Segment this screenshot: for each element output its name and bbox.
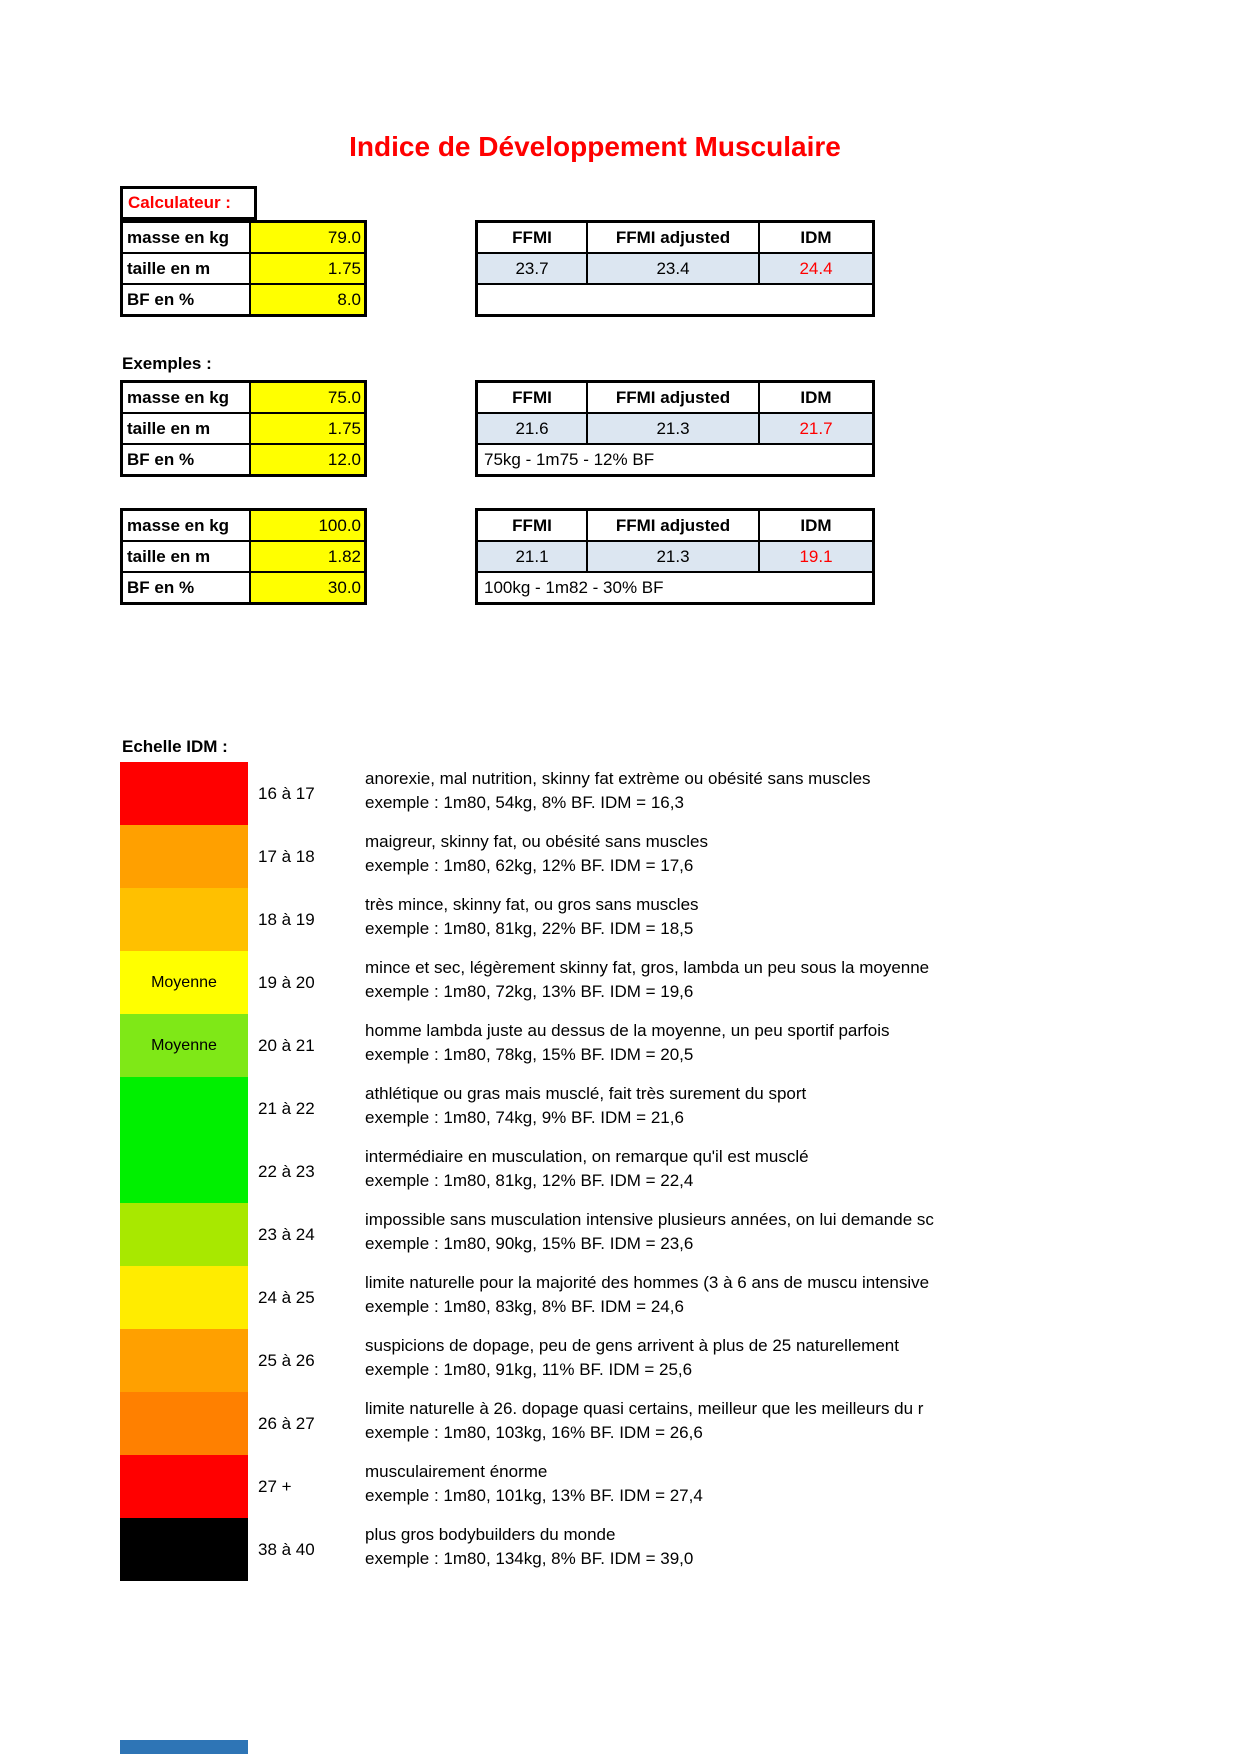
scale-color-block <box>120 1140 248 1203</box>
taille-input-cell[interactable]: 1.75 <box>251 414 364 443</box>
idm-value: 24.4 <box>760 254 872 283</box>
ffmi-value: 21.1 <box>478 542 588 571</box>
scale-row <box>120 1392 1241 1455</box>
scale-color-block <box>120 1329 248 1392</box>
scale-description-line: homme lambda juste au dessus de la moyenne, un peu sportif parfois <box>365 1021 890 1040</box>
bf-label: BF en % <box>123 573 251 602</box>
scale-color-block <box>120 1455 248 1518</box>
results-value-row <box>478 542 872 573</box>
scale-description-line: plus gros bodybuilders du monde <box>365 1525 616 1544</box>
scale-description <box>365 1145 809 1193</box>
scale-example-line: exemple : 1m80, 81kg, 22% BF. IDM = 18,5 <box>365 919 694 938</box>
scale-example-line: exemple : 1m80, 72kg, 13% BF. IDM = 19,6 <box>365 982 694 1001</box>
scale-example-line: exemple : 1m80, 134kg, 8% BF. IDM = 39,0 <box>365 1549 694 1568</box>
scale-color-block <box>120 888 248 951</box>
results-value-row <box>478 254 872 285</box>
results-caption: 75kg - 1m75 - 12% BF <box>484 449 655 469</box>
results-value-row <box>478 414 872 445</box>
scale-description <box>365 1082 806 1130</box>
scale-description-line: limite naturelle à 26. dopage quasi certains, meilleur que les meilleurs du r <box>365 1399 924 1418</box>
calculator-label: Calculateur : <box>128 193 231 212</box>
calculator-results-table <box>475 220 875 317</box>
scale-color-block <box>120 762 248 825</box>
calculator-input-table <box>120 220 367 317</box>
scale-range-label: 22 à 23 <box>258 1161 315 1181</box>
bf-input-cell[interactable]: 12.0 <box>251 445 364 474</box>
scale-description-line: impossible sans musculation intensive plusieurs années, on lui demande sc <box>365 1210 934 1229</box>
bf-input-cell[interactable]: 8.0 <box>251 285 364 314</box>
results-caption <box>478 285 872 314</box>
col-header-ffmi: FFMI <box>478 383 588 412</box>
scale-example-line: exemple : 1m80, 54kg, 8% BF. IDM = 16,3 <box>365 793 684 812</box>
col-header-idm: IDM <box>800 387 832 407</box>
table-row <box>123 542 364 573</box>
scale-range-label: 23 à 24 <box>258 1224 315 1244</box>
scale-row <box>120 1077 1241 1140</box>
idm-scale <box>120 762 1241 1581</box>
masse-input-cell[interactable]: 75.0 <box>251 383 364 412</box>
scale-description <box>365 1523 693 1571</box>
scale-example-line: exemple : 1m80, 90kg, 15% BF. IDM = 23,6 <box>365 1234 694 1253</box>
scale-description-line: musculairement énorme <box>365 1462 548 1481</box>
taille-input-cell[interactable]: 1.75 <box>251 254 364 283</box>
scale-color-block <box>120 1266 248 1329</box>
col-header-ffmi: FFMI <box>478 511 588 540</box>
col-header-idm: IDM <box>800 227 832 247</box>
scale-description <box>365 893 699 941</box>
scale-description <box>365 1271 929 1319</box>
example1-input-table <box>120 380 367 477</box>
scale-range-label: 24 à 25 <box>258 1287 315 1307</box>
bf-input-cell[interactable]: 30.0 <box>251 573 364 602</box>
scale-description-line: athlétique ou gras mais musclé, fait très surement du sport <box>365 1084 807 1103</box>
col-header-ffmi-adjusted: FFMI adjusted <box>588 511 760 540</box>
taille-label: taille en m <box>123 414 251 443</box>
scale-color-block <box>120 1518 248 1581</box>
results-header-row <box>478 223 872 254</box>
scale-example-line: exemple : 1m80, 83kg, 8% BF. IDM = 24,6 <box>365 1297 684 1316</box>
scale-row <box>120 762 1241 825</box>
results-header-row <box>478 383 872 414</box>
scale-range-label: 27 + <box>258 1476 292 1496</box>
bf-label: BF en % <box>123 445 251 474</box>
scale-color-block <box>120 1203 248 1266</box>
scale-row <box>120 1455 1241 1518</box>
col-header-ffmi-adjusted: FFMI adjusted <box>588 223 760 252</box>
scale-row <box>120 1014 1241 1077</box>
scale-range-label: 26 à 27 <box>258 1413 315 1433</box>
scale-description-line: suspicions de dopage, peu de gens arrivent à plus de 25 naturellement <box>365 1336 899 1355</box>
scale-range-label: 20 à 21 <box>258 1035 315 1055</box>
ffmi-adjusted-value: 21.3 <box>588 542 760 571</box>
ffmi-value: 23.7 <box>478 254 588 283</box>
masse-input-cell[interactable]: 79.0 <box>251 223 364 252</box>
col-header-ffmi-adjusted: FFMI adjusted <box>588 383 760 412</box>
scale-range-label: 21 à 22 <box>258 1098 315 1118</box>
scale-description-line: limite naturelle pour la majorité des hommes (3 à 6 ans de muscu intensive <box>365 1273 930 1292</box>
results-caption: 100kg - 1m82 - 30% BF <box>484 577 664 597</box>
ffmi-adjusted-value: 23.4 <box>588 254 760 283</box>
scale-block-label: Moyenne <box>151 1036 217 1054</box>
scale-description-line: anorexie, mal nutrition, skinny fat extrème ou obésité sans muscles <box>365 769 871 788</box>
masse-label: masse en kg <box>123 511 251 540</box>
scale-example-line: exemple : 1m80, 78kg, 15% BF. IDM = 20,5 <box>365 1045 694 1064</box>
examples-section-label: Exemples : <box>122 354 212 373</box>
scale-description-line: très mince, skinny fat, ou gros sans muscles <box>365 895 699 914</box>
scale-example-line: exemple : 1m80, 74kg, 9% BF. IDM = 21,6 <box>365 1108 684 1127</box>
col-header-ffmi: FFMI <box>478 223 588 252</box>
calculator-label-box <box>120 186 257 220</box>
scale-description <box>365 1334 899 1382</box>
bf-label: BF en % <box>123 285 251 314</box>
ffmi-value: 21.6 <box>478 414 588 443</box>
scale-example-line: exemple : 1m80, 81kg, 12% BF. IDM = 22,4 <box>365 1171 694 1190</box>
scale-range-label: 18 à 19 <box>258 909 315 929</box>
table-row <box>123 445 364 474</box>
page-title: Indice de Développement Musculaire <box>349 131 841 162</box>
scale-color-block <box>120 825 248 888</box>
masse-label: masse en kg <box>123 223 251 252</box>
table-row <box>123 223 364 254</box>
scale-range-label: 16 à 17 <box>258 783 315 803</box>
taille-input-cell[interactable]: 1.82 <box>251 542 364 571</box>
scale-row <box>120 825 1241 888</box>
scale-example-line: exemple : 1m80, 101kg, 13% BF. IDM = 27,4 <box>365 1486 703 1505</box>
scale-color-block <box>120 951 248 1014</box>
scale-row <box>120 1266 1241 1329</box>
table-row <box>123 414 364 445</box>
example1-results-table <box>475 380 875 477</box>
scale-row <box>120 951 1241 1014</box>
scale-description <box>365 767 871 815</box>
taille-label: taille en m <box>123 254 251 283</box>
scale-row <box>120 1203 1241 1266</box>
scale-example-line: exemple : 1m80, 103kg, 16% BF. IDM = 26,6 <box>365 1423 703 1442</box>
table-row <box>123 573 364 602</box>
example2-input-table <box>120 508 367 605</box>
ffmi-adjusted-value: 21.3 <box>588 414 760 443</box>
results-header-row <box>478 511 872 542</box>
scale-example-line: exemple : 1m80, 62kg, 12% BF. IDM = 17,6 <box>365 856 694 875</box>
table-row <box>123 254 364 285</box>
table-row <box>123 511 364 542</box>
scale-section-label: Echelle IDM : <box>122 737 228 756</box>
table-row <box>123 383 364 414</box>
table-row <box>123 285 364 314</box>
idm-value: 21.7 <box>760 414 872 443</box>
masse-input-cell[interactable]: 100.0 <box>251 511 364 540</box>
scale-description <box>365 830 708 878</box>
scale-description-line: intermédiaire en musculation, on remarque qu'il est musclé <box>365 1147 809 1166</box>
scale-color-block <box>120 1077 248 1140</box>
scale-block-label: Moyenne <box>151 973 217 991</box>
scale-color-block-partial <box>120 1740 248 1754</box>
scale-row <box>120 1140 1241 1203</box>
scale-description-line: maigreur, skinny fat, ou obésité sans muscles <box>365 832 708 851</box>
col-header-idm: IDM <box>800 515 832 535</box>
scale-color-block <box>120 1014 248 1077</box>
scale-description <box>365 1460 703 1508</box>
idm-value: 19.1 <box>760 542 872 571</box>
scale-description-line: mince et sec, légèrement skinny fat, gros, lambda un peu sous la moyenne <box>365 958 930 977</box>
scale-description <box>365 1019 889 1067</box>
scale-description <box>365 1397 923 1445</box>
scale-row <box>120 1329 1241 1392</box>
scale-range-label: 17 à 18 <box>258 846 315 866</box>
scale-range-label: 25 à 26 <box>258 1350 315 1370</box>
example2-results-table <box>475 508 875 605</box>
scale-example-line: exemple : 1m80, 91kg, 11% BF. IDM = 25,6 <box>365 1360 693 1379</box>
scale-row <box>120 888 1241 951</box>
masse-label: masse en kg <box>123 383 251 412</box>
scale-description <box>365 956 929 1004</box>
scale-row <box>120 1518 1241 1581</box>
scale-description <box>365 1208 934 1256</box>
scale-range-label: 38 à 40 <box>258 1539 315 1559</box>
scale-range-label: 19 à 20 <box>258 972 315 992</box>
scale-color-block <box>120 1392 248 1455</box>
taille-label: taille en m <box>123 542 251 571</box>
